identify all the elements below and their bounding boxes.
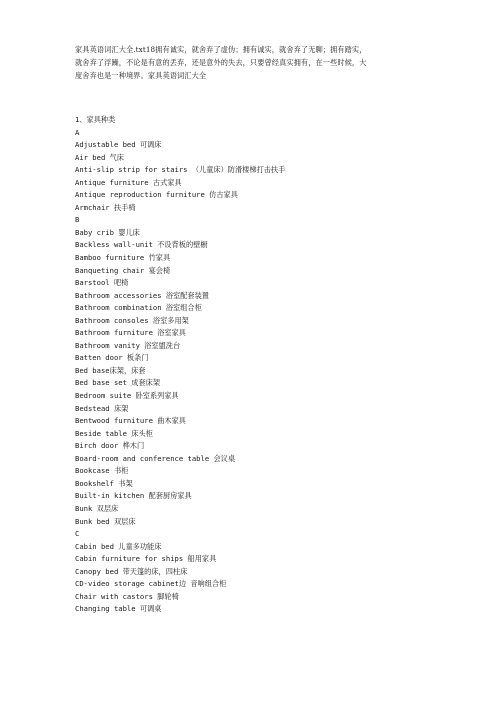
section-heading: A	[75, 127, 80, 137]
vocabulary-entry: Chair with castors 脚轮椅	[75, 591, 179, 601]
vocabulary-entry: Bathroom combination 浴室组合柜	[75, 303, 202, 313]
intro-line: 就舍弃了浮躁，不论是有意的丢弃，还是意外的失去，只要曾经真实拥有，在一些时候，大	[75, 58, 367, 68]
vocabulary-entry: Antique furniture 古式家具	[75, 177, 182, 187]
vocabulary-entry: Anti-slip strip for stairs （儿童床）防滑楼梯打击扶手	[75, 165, 286, 175]
vocabulary-entry: Batten door 板条门	[75, 353, 149, 363]
vocabulary-entry: Bookcase 书柜	[75, 466, 129, 476]
section-heading: B	[75, 215, 80, 225]
intro-line: 度舍弃也是一种境界。家具英语词汇大全	[75, 71, 207, 81]
vocabulary-entry: CD-video storage cabinet边 音响组合柜	[75, 579, 227, 589]
vocabulary-entry: Armchair 扶手椅	[75, 202, 136, 212]
vocabulary-entry: Adjustable bed 可调床	[75, 140, 162, 150]
vocabulary-entry: Cabin furniture for ships 船用家具	[75, 554, 217, 564]
vocabulary-entry: Bathroom accessories 浴室配套装置	[75, 290, 209, 300]
vocabulary-entry: Changing table 可调桌	[75, 604, 162, 614]
vocabulary-entry: Bed base set 成套床架	[75, 378, 161, 388]
vocabulary-entry: Antique reproduction furniture 仿古家具	[75, 190, 238, 200]
vocabulary-entry: Bookshelf 书架	[75, 478, 133, 488]
vocabulary-entry: Bathroom furniture 浴室家具	[75, 328, 186, 338]
vocabulary-list	[75, 114, 435, 616]
vocabulary-entry: Baby crib 婴儿床	[75, 227, 140, 237]
vocabulary-entry: Bunk 双层床	[75, 503, 119, 513]
vocabulary-entry: Bentwood furniture 曲木家具	[75, 416, 186, 426]
vocabulary-entry: Barstool 吧椅	[75, 278, 129, 288]
vocabulary-entry: Bamboo furniture 竹家具	[75, 253, 171, 263]
vocabulary-entry: Bed base床架，床套	[75, 365, 146, 375]
vocabulary-entry: Bathroom consoles 浴室多用架	[75, 315, 189, 325]
vocabulary-entry: Beside table 床头柜	[75, 428, 153, 438]
vocabulary-entry: Board-room and conference table 会议桌	[75, 453, 236, 463]
vocabulary-entry: Cabin bed 儿童多功能床	[75, 541, 162, 551]
vocabulary-entry: Bedstead 床架	[75, 403, 129, 413]
vocabulary-entry: Air bed 气床	[75, 152, 124, 162]
intro-paragraph	[75, 43, 425, 83]
vocabulary-entry: Banqueting chair 宴会椅	[75, 265, 171, 275]
vocabulary-entry: Built-in kitchen 配套厨房家具	[75, 491, 192, 501]
vocabulary-entry: Bathroom vanity 浴室盥洗台	[75, 340, 181, 350]
vocabulary-entry: Bedroom suite 卧室系列家具	[75, 391, 179, 401]
section-heading: 1、家具种类	[75, 115, 116, 124]
vocabulary-entry: Birch door 桦木门	[75, 441, 145, 451]
vocabulary-entry: Bunk bed 双层床	[75, 516, 136, 526]
vocabulary-entry: Canopy bed 带天篷的床，四柱床	[75, 566, 188, 576]
section-heading: C	[75, 529, 80, 539]
vocabulary-entry: Backless wall-unit 不设背板的壁橱	[75, 240, 208, 250]
intro-line: 家具英语词汇大全.txt18拥有诚实，就舍弃了虚伪；拥有诚实，就舍弃了无聊；拥有踏实，	[75, 45, 367, 54]
